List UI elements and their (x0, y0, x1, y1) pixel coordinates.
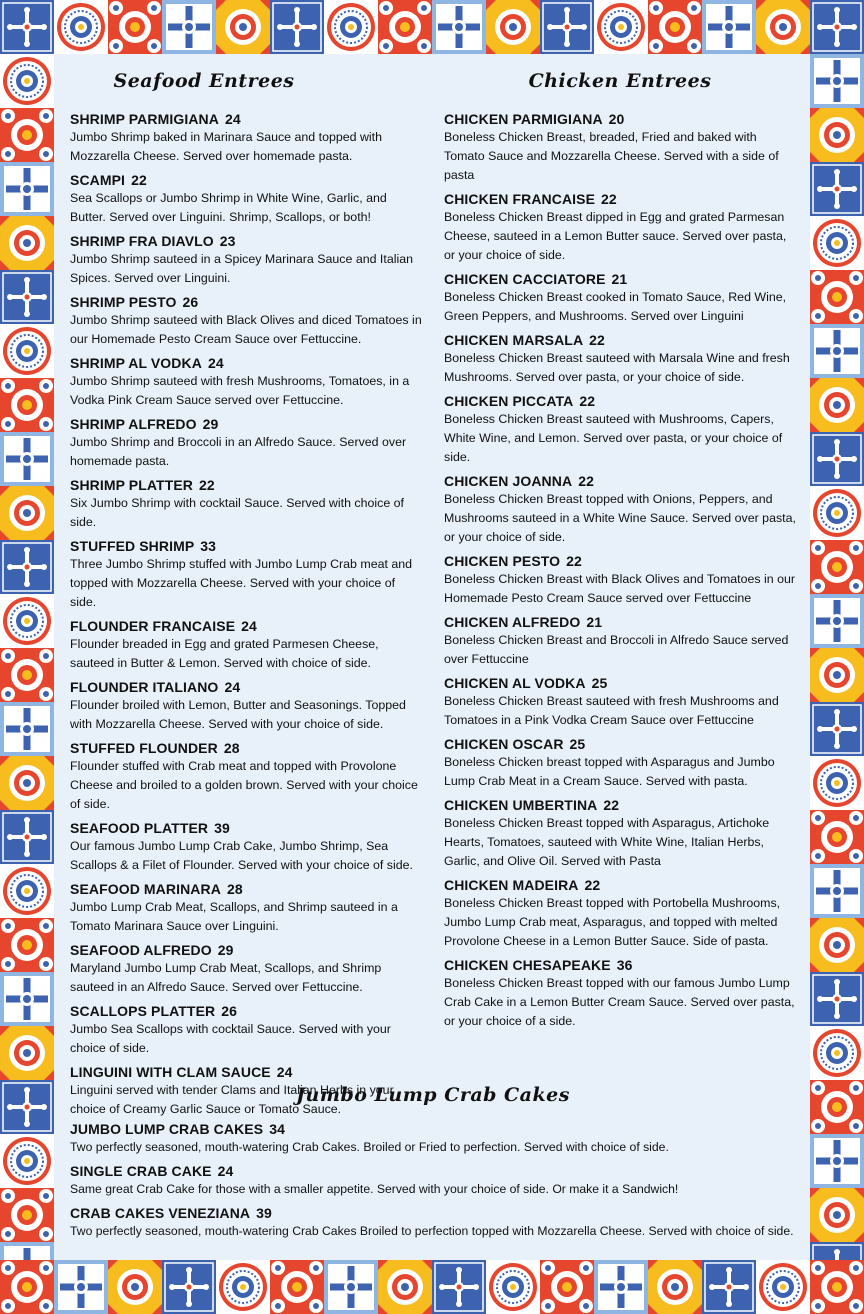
sun-tile-icon (0, 486, 54, 540)
blue-cross-tile-icon (810, 432, 864, 486)
tile-border-bottom (0, 1260, 864, 1314)
item-name-text: SINGLE CRAB CAKE (70, 1163, 212, 1179)
menu-item (70, 1002, 422, 1058)
seafood-list (70, 110, 422, 1119)
menu-item (70, 171, 422, 227)
item-description: Jumbo Shrimp baked in Marinara Sauce and topped with Mozzarella Cheese. Served over homemade pasta. (70, 130, 383, 163)
tile-border-top (0, 0, 864, 54)
sun-tile-icon (0, 216, 54, 270)
item-name-text: SHRIMP PARMIGIANA (70, 111, 219, 127)
snowflake-tile-icon (54, 1260, 108, 1314)
menu-item (444, 270, 796, 326)
item-price: 22 (199, 477, 215, 493)
snowflake-tile-icon (810, 1134, 864, 1188)
item-name (444, 190, 796, 208)
item-name (444, 613, 796, 631)
item-description: Flounder stuffed with Crab meat and topped with Provolone Cheese and broiled to a golden brown. Served with your choice of side. (70, 759, 418, 811)
item-name-text: CHICKEN PESTO (444, 553, 561, 569)
item-price: 24 (224, 111, 241, 127)
item-price: 36 (616, 957, 633, 973)
item-price: 22 (131, 172, 147, 188)
menu-item (70, 880, 422, 936)
item-price: 21 (611, 271, 628, 287)
item-name-text: CHICKEN PARMIGIANA (444, 111, 603, 127)
item-description: Boneless Chicken breast topped with Asparagus and Jumbo Lump Crab Meat in a Cream Sauce. Served with pasta. (444, 755, 775, 788)
item-price: 28 (223, 740, 240, 756)
menu-item (70, 941, 422, 997)
item-name-text: SCALLOPS PLATTER (70, 1003, 216, 1019)
menu-item (444, 110, 796, 185)
item-description: Boneless Chicken Breast with Black Olives and Tomatoes in our Homemade Pesto Cream Sauce served over Fettuccine (444, 572, 796, 605)
sun-tile-icon (378, 1260, 432, 1314)
item-description: Boneless Chicken Breast, breaded, Fried and baked with Tomato Sauce and Mozzarella Cheese. Served with a side of pasta (444, 130, 779, 182)
snowflake-tile-icon (810, 594, 864, 648)
menu-item (70, 415, 422, 471)
item-price: 39 (256, 1205, 272, 1221)
item-price: 23 (219, 233, 236, 249)
crab-cakes-title: Jumbo Lump Crab Cakes (296, 1084, 570, 1106)
item-name-text: CHICKEN CHESAPEAKE (444, 957, 611, 973)
red-flower-tile-icon (810, 810, 864, 864)
item-price: 28 (226, 881, 243, 897)
snowflake-tile-icon (0, 702, 54, 756)
red-flower-tile-icon (0, 108, 54, 162)
item-description: Boneless Chicken Breast topped with Onions, Peppers, and Mushrooms sauteed in a White Wine Sauce. Served over pasta, or your choice of side. (444, 492, 796, 544)
item-name (444, 876, 796, 894)
item-price: 20 (608, 111, 625, 127)
menu-item (444, 331, 796, 387)
menu-item (444, 956, 796, 1031)
item-name-text: CHICKEN MARSALA (444, 332, 584, 348)
item-name (70, 1204, 796, 1222)
item-name (70, 476, 422, 494)
item-name (444, 956, 796, 974)
item-price: 25 (569, 736, 586, 752)
item-name-text: SCAMPI (70, 172, 126, 188)
item-price: 39 (214, 820, 230, 836)
sun-tile-icon (108, 1260, 162, 1314)
sun-tile-icon (810, 1188, 864, 1242)
item-price: 24 (224, 679, 241, 695)
menu-item (444, 190, 796, 265)
item-name-text: LINGUINI WITH CLAM SAUCE (70, 1064, 271, 1080)
item-name-text: SHRIMP PESTO (70, 294, 177, 310)
tile-border-left (0, 54, 54, 1260)
menu-page (54, 54, 810, 1260)
item-price: 24 (207, 355, 224, 371)
item-name (444, 392, 796, 410)
crab-list (70, 1120, 796, 1241)
item-description: Jumbo Shrimp sauteed in a Spicey Marinara Sauce and Italian Spices. Served over Linguini. (70, 252, 413, 285)
blue-cross-tile-icon (810, 162, 864, 216)
snowflake-tile-icon (0, 1242, 54, 1260)
item-description: Boneless Chicken Breast sauteed with Marsala Wine and fresh Mushrooms. Served over pasta, or your choice of side. (444, 351, 790, 384)
item-name-text: CHICKEN CACCIATORE (444, 271, 606, 287)
item-description: Jumbo Sea Scallops with cocktail Sauce. Served with your choice of side. (70, 1022, 391, 1055)
menu-item (444, 735, 796, 791)
item-name (70, 880, 422, 898)
eye-circle-tile-icon (324, 0, 378, 54)
snowflake-tile-icon (0, 972, 54, 1026)
sun-tile-icon (756, 0, 810, 54)
item-name (70, 110, 422, 128)
eye-circle-tile-icon (756, 1260, 810, 1314)
menu-item (70, 354, 422, 410)
item-name-text: JUMBO LUMP CRAB CAKES (70, 1121, 264, 1137)
blue-cross-tile-icon (270, 0, 324, 54)
item-name-text: SHRIMP ALFREDO (70, 416, 197, 432)
item-description: Flounder broiled with Lemon, Butter and Seasonings. Topped with Mozzarella Cheese. Served with your choice of side. (70, 698, 406, 731)
blue-cross-tile-icon (0, 0, 54, 54)
menu-item (444, 876, 796, 951)
menu-item (444, 674, 796, 730)
item-name (444, 674, 796, 692)
seafood-title: Seafood Entrees (113, 70, 295, 92)
sun-tile-icon (216, 0, 270, 54)
eye-circle-tile-icon (0, 324, 54, 378)
item-price: 21 (586, 614, 603, 630)
eye-circle-tile-icon (594, 0, 648, 54)
item-description: Maryland Jumbo Lump Crab Meat, Scallops, and Shrimp sauteed in an Alfredo Sauce. Served over Fettuccine. (70, 961, 382, 994)
menu-item (70, 537, 422, 612)
sun-tile-icon (648, 1260, 702, 1314)
item-description: Two perfectly seasoned, mouth-watering Crab Cakes Broiled to perfection topped with Mozzarella Cheese. Served with choice of side. (70, 1224, 794, 1238)
sun-tile-icon (0, 1026, 54, 1080)
snowflake-tile-icon (810, 54, 864, 108)
item-name (70, 1162, 796, 1180)
item-name (70, 293, 422, 311)
item-price: 22 (589, 332, 605, 348)
item-name (70, 819, 422, 837)
item-name (70, 739, 422, 757)
menu-item (70, 1120, 796, 1157)
menu-item (70, 110, 422, 166)
item-name-text: CHICKEN FRANCAISE (444, 191, 596, 207)
item-description: Boneless Chicken Breast topped with Asparagus, Artichoke Hearts, Tomatoes, sauteed with White Wine, Italian Herbs, Garlic, and Olive Oil. Served with Pasta (444, 816, 770, 868)
tile-border-right (810, 54, 864, 1260)
menu-item (70, 476, 422, 532)
blue-cross-tile-icon (810, 0, 864, 54)
red-flower-tile-icon (540, 1260, 594, 1314)
menu-item (70, 232, 422, 288)
blue-cross-tile-icon (0, 1080, 54, 1134)
menu-item (70, 1204, 796, 1241)
item-price: 26 (182, 294, 199, 310)
red-flower-tile-icon (0, 1260, 54, 1314)
snowflake-tile-icon (432, 0, 486, 54)
red-flower-tile-icon (810, 270, 864, 324)
item-name-text: SHRIMP AL VODKA (70, 355, 202, 371)
item-name-text: SHRIMP PLATTER (70, 477, 193, 493)
eye-circle-tile-icon (0, 864, 54, 918)
red-flower-tile-icon (0, 648, 54, 702)
item-name (70, 537, 422, 555)
menu-item (70, 617, 422, 673)
item-name-text: CHICKEN PICCATA (444, 393, 574, 409)
item-description: Two perfectly seasoned, mouth-watering Crab Cakes. Broiled or Fried to perfection. Served with choice of side. (70, 1140, 669, 1154)
item-description: Three Jumbo Shrimp stuffed with Jumbo Lump Crab meat and topped with Mozzarella Cheese. Served with your choice of side. (70, 557, 413, 609)
item-name-text: CHICKEN OSCAR (444, 736, 564, 752)
item-name-text: CRAB CAKES VENEZIANA (70, 1205, 251, 1221)
item-name (70, 941, 422, 959)
menu-item (444, 392, 796, 467)
menu-item (70, 1162, 796, 1199)
item-name (70, 171, 422, 189)
item-description: Boneless Chicken Breast dipped in Egg and grated Parmesan Cheese, sauteed in a Lemon Butter sauce. Served over pasta, or your choice of side. (444, 210, 787, 262)
item-description: Jumbo Lump Crab Meat, Scallops, and Shrimp sauteed in a Tomato Marinara Sauce over Linguini. (70, 900, 398, 933)
red-flower-tile-icon (0, 918, 54, 972)
item-name (70, 1120, 796, 1138)
item-price: 29 (217, 942, 234, 958)
item-name (444, 110, 796, 128)
item-name (444, 796, 796, 814)
snowflake-tile-icon (162, 0, 216, 54)
seafood-column (70, 70, 422, 1124)
item-name-text: SEAFOOD PLATTER (70, 820, 209, 836)
red-flower-tile-icon (0, 1188, 54, 1242)
eye-circle-tile-icon (486, 1260, 540, 1314)
item-price: 26 (221, 1003, 238, 1019)
chicken-title: Chicken Entrees (528, 70, 712, 92)
item-name (444, 270, 796, 288)
item-price: 22 (603, 797, 620, 813)
sun-tile-icon (0, 756, 54, 810)
menu-item (444, 472, 796, 547)
eye-circle-tile-icon (54, 0, 108, 54)
eye-circle-tile-icon (810, 486, 864, 540)
item-description: Sea Scallops or Jumbo Shrimp in White Wine, Garlic, and Butter. Served over Linguini. Shrimp, Scallops, or both! (70, 191, 387, 224)
eye-circle-tile-icon (810, 216, 864, 270)
item-name-text: SEAFOOD ALFREDO (70, 942, 212, 958)
blue-cross-tile-icon (432, 1260, 486, 1314)
red-flower-tile-icon (810, 1260, 864, 1314)
item-description: Boneless Chicken Breast and Broccoli in Alfredo Sauce served over Fettuccine (444, 633, 789, 666)
item-price: 24 (276, 1064, 293, 1080)
item-name-text: CHICKEN UMBERTINA (444, 797, 598, 813)
item-name (70, 354, 422, 372)
item-description: Linguini served with tender Clams and Italian Herbs in your choice of Creamy Garlic Sauce or Tomato Sauce. (70, 1083, 394, 1116)
item-name (444, 735, 796, 753)
blue-cross-tile-icon (0, 540, 54, 594)
eye-circle-tile-icon (0, 594, 54, 648)
snowflake-tile-icon (702, 0, 756, 54)
eye-circle-tile-icon (810, 1026, 864, 1080)
item-description: Jumbo Shrimp sauteed with fresh Mushrooms, Tomatoes, in a Vodka Pink Cream Sauce served over Fettuccine. (70, 374, 410, 407)
item-name-text: STUFFED FLOUNDER (70, 740, 218, 756)
chicken-column (444, 70, 796, 1036)
item-description: Boneless Chicken Breast cooked in Tomato Sauce, Red Wine, Green Peppers, and Mushrooms. Served over Linguini (444, 290, 787, 323)
item-description: Our famous Jumbo Lump Crab Cake, Jumbo Shrimp, Sea Scallops & a Filet of Flounder. Served with your choice of side. (70, 839, 413, 872)
blue-cross-tile-icon (702, 1260, 756, 1314)
item-description: Boneless Chicken Breast topped with our famous Jumbo Lump Crab Cake in a Lemon Butter Cream Sauce. Served over pasta, or your choice of a side. (444, 976, 795, 1028)
snowflake-tile-icon (810, 324, 864, 378)
chicken-list (444, 110, 796, 1031)
blue-cross-tile-icon (0, 270, 54, 324)
menu-item (444, 552, 796, 608)
item-name (70, 1002, 422, 1020)
item-name (70, 617, 422, 635)
blue-cross-tile-icon (162, 1260, 216, 1314)
sun-tile-icon (486, 0, 540, 54)
item-price: 22 (601, 191, 617, 207)
item-price: 25 (591, 675, 608, 691)
item-description: Six Jumbo Shrimp with cocktail Sauce. Served with choice of side. (70, 496, 405, 529)
crab-cakes-section (70, 1084, 796, 1246)
item-name-text: FLOUNDER FRANCAISE (70, 618, 236, 634)
item-price: 22 (584, 877, 601, 893)
menu-item (70, 293, 422, 349)
eye-circle-tile-icon (0, 1134, 54, 1188)
item-name (444, 331, 796, 349)
red-flower-tile-icon (108, 0, 162, 54)
sun-tile-icon (810, 918, 864, 972)
red-flower-tile-icon (270, 1260, 324, 1314)
item-description: Boneless Chicken Breast topped with Portobella Mushrooms, Jumbo Lump Crab meat, Asparagus, and topped with melted Provolone Cheese in a Lemon Butter Sauce. Side of pasta. (444, 896, 781, 948)
blue-cross-tile-icon (810, 1242, 864, 1260)
menu-item (70, 678, 422, 734)
item-price: 22 (578, 473, 594, 489)
sun-tile-icon (810, 378, 864, 432)
item-description: Jumbo Shrimp sauteed with Black Olives and diced Tomatoes in our Homemade Pesto Cream Sauce over Fettuccine. (70, 313, 422, 346)
item-description: Jumbo Shrimp and Broccoli in an Alfredo Sauce. Served over homemade pasta. (70, 435, 407, 468)
red-flower-tile-icon (378, 0, 432, 54)
sun-tile-icon (810, 648, 864, 702)
menu-item (444, 796, 796, 871)
item-name-text: CHICKEN ALFREDO (444, 614, 581, 630)
sun-tile-icon (810, 108, 864, 162)
item-name-text: SHRIMP FRA DIAVLO (70, 233, 214, 249)
item-price: 34 (269, 1121, 285, 1137)
menu-item (70, 819, 422, 875)
item-description: Boneless Chicken Breast sauteed with Mushrooms, Capers, White Wine, and Lemon. Served over pasta, or your choice of side. (444, 412, 783, 464)
item-description: Same great Crab Cake for those with a smaller appetite. Served with your choice of side. Or make it a Sandwich! (70, 1182, 679, 1196)
blue-cross-tile-icon (0, 810, 54, 864)
item-name-text: FLOUNDER ITALIANO (70, 679, 219, 695)
blue-cross-tile-icon (810, 972, 864, 1026)
item-name (70, 232, 422, 250)
item-name (70, 1063, 422, 1081)
item-description: Flounder breaded in Egg and grated Parmesen Cheese, sauteed in Butter & Lemon. Served with choice of side. (70, 637, 379, 670)
eye-circle-tile-icon (0, 54, 54, 108)
snowflake-tile-icon (0, 432, 54, 486)
item-price: 24 (241, 618, 257, 634)
item-name-text: CHICKEN MADEIRA (444, 877, 579, 893)
menu-item (70, 739, 422, 814)
item-price: 22 (579, 393, 596, 409)
item-name-text: SEAFOOD MARINARA (70, 881, 221, 897)
item-price: 24 (217, 1163, 234, 1179)
red-flower-tile-icon (0, 378, 54, 432)
blue-cross-tile-icon (540, 0, 594, 54)
red-flower-tile-icon (648, 0, 702, 54)
item-price: 22 (566, 553, 582, 569)
item-name (70, 415, 422, 433)
menu-item (444, 613, 796, 669)
item-name (444, 472, 796, 490)
snowflake-tile-icon (0, 162, 54, 216)
red-flower-tile-icon (810, 1080, 864, 1134)
item-description: Boneless Chicken Breast sauteed with fresh Mushrooms and Tomatoes in a Pink Vodka Cream Sauce over Fettuccine (444, 694, 779, 727)
red-flower-tile-icon (810, 540, 864, 594)
blue-cross-tile-icon (810, 702, 864, 756)
item-name (70, 678, 422, 696)
item-name-text: CHICKEN AL VODKA (444, 675, 586, 691)
item-price: 33 (200, 538, 217, 554)
eye-circle-tile-icon (810, 756, 864, 810)
item-price: 29 (202, 416, 219, 432)
item-name-text: CHICKEN JOANNA (444, 473, 573, 489)
eye-circle-tile-icon (216, 1260, 270, 1314)
snowflake-tile-icon (324, 1260, 378, 1314)
item-name (444, 552, 796, 570)
item-name-text: STUFFED SHRIMP (70, 538, 195, 554)
snowflake-tile-icon (594, 1260, 648, 1314)
snowflake-tile-icon (810, 864, 864, 918)
